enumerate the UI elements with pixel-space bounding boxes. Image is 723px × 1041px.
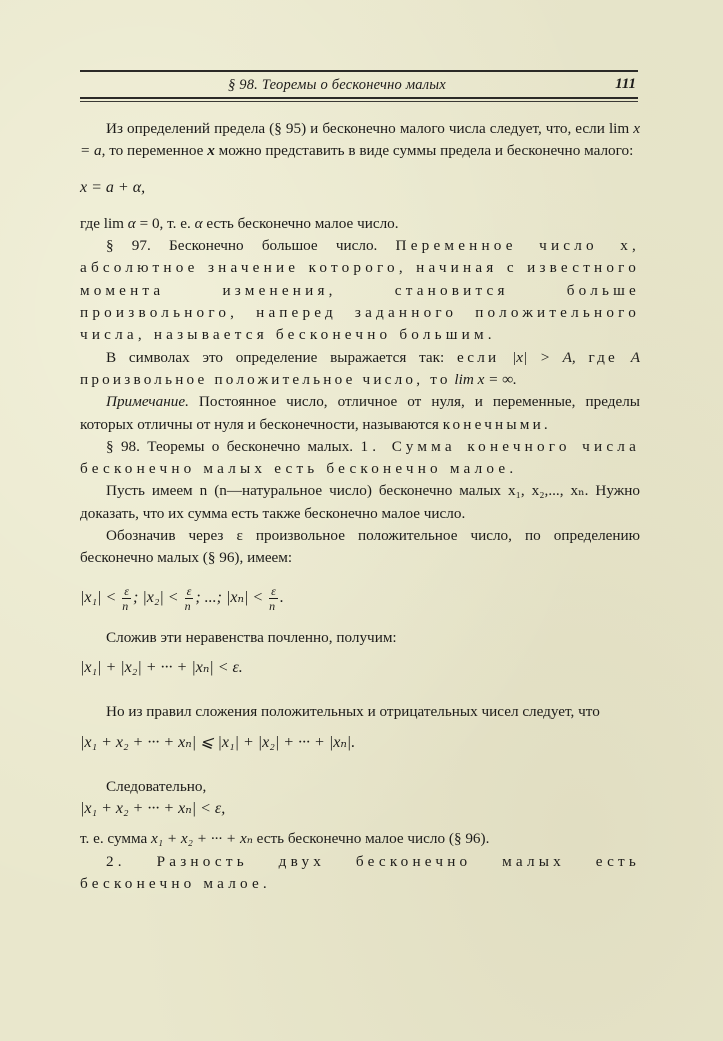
text: Из определений предела (§ 95) и бесконечно малого числа следует, что, если bbox=[106, 120, 609, 137]
text: есть бесконечно малое число (§ 96). bbox=[252, 830, 490, 848]
math-inline: x₁ + x₂ + ··· + xₙ bbox=[151, 830, 253, 848]
formula-sum-less-epsilon: |x₁ + x₂ + ··· + xₙ| < ε, bbox=[80, 800, 226, 818]
running-header bbox=[80, 70, 640, 104]
formula-x-equals-a-plus-alpha: x = a + α, bbox=[80, 178, 146, 196]
paragraph-adding: Сложив эти неравенства почленно, получим: bbox=[106, 628, 397, 646]
math-inline: |x| > A, bbox=[499, 348, 589, 366]
numerator: ε bbox=[271, 583, 276, 598]
page-body bbox=[80, 118, 640, 895]
text: , то переменное bbox=[101, 142, 208, 160]
section-97-heading: § 97. Бесконечно большое число. bbox=[106, 237, 378, 255]
math-inline: ; ...; |xₙ| < bbox=[195, 588, 268, 606]
paragraph-lim-alpha bbox=[80, 213, 640, 235]
text-spaced: где bbox=[588, 348, 618, 366]
math-inline: lim x = ∞. bbox=[450, 370, 517, 388]
math-variable: α bbox=[194, 214, 203, 232]
fraction bbox=[185, 584, 194, 613]
paragraph-limit-representation bbox=[80, 118, 640, 163]
text: Постоянное число, отличное от нуля, и переменные, пределы которых отличны от нуля и бесконечности, называются bbox=[80, 393, 640, 433]
numerator: ε bbox=[186, 583, 192, 598]
formula-triangle-inequality: |x₁ + x₂ + ··· + xₙ| ⩽ |x₁| + |x₂| + ··· + |xₙ|. bbox=[80, 733, 356, 751]
text: есть бесконечно малое число. bbox=[202, 214, 399, 232]
note-paragraph bbox=[80, 391, 640, 436]
theorem-1: 1. Сумма конечного числа бесконечно малых есть бесконечно малое. bbox=[80, 437, 641, 478]
denominator: n bbox=[269, 598, 276, 613]
math-inline: |x₁| < bbox=[80, 588, 121, 606]
paragraph-denote: Обозначив через ε произвольное положительное число, по определению бесконечно малых (§ 96), имеем: bbox=[80, 527, 640, 567]
paragraph-let: Пусть имеем n (n—натуральное число) бесконечно малых x₁, x₂,..., xₙ. Нужно доказать, что их сумма есть также бесконечно малое число. bbox=[80, 482, 640, 522]
theorem-2: 2. Разность двух бесконечно малых есть бесконечно малое. bbox=[80, 852, 640, 893]
section-98-heading: § 98. Теоремы о бесконечно малых. bbox=[106, 437, 354, 455]
section-98 bbox=[80, 436, 640, 481]
formula-inequalities bbox=[80, 584, 640, 613]
text: где lim bbox=[80, 214, 128, 232]
section-97-definition: Переменное число x, абсолютное значение которого, начиная с известного момента изменения, становится больше произвольного, наперед заданного положительного числа, называется бесконечно большим. bbox=[80, 237, 640, 344]
math-variable: α bbox=[127, 214, 136, 232]
header-bottom-rule bbox=[80, 97, 638, 102]
paragraph-hence: Следовательно, bbox=[106, 777, 207, 795]
paragraph-conclusion bbox=[80, 828, 640, 850]
paragraph-symbols bbox=[80, 347, 640, 392]
denominator: n bbox=[122, 598, 129, 613]
text: В символах это определение выражается так: bbox=[106, 348, 457, 366]
text: т. е. сумма bbox=[80, 830, 152, 848]
header-title: § 98. Теоремы о бесконечно малых bbox=[228, 77, 446, 93]
lim-operator: lim bbox=[608, 120, 634, 137]
section-97 bbox=[80, 235, 640, 346]
text: = 0, т. е. bbox=[135, 214, 195, 232]
math-inline: ; |x₂| < bbox=[133, 588, 183, 606]
formula-sum-abs: |x₁| + |x₂| + ··· + |xₙ| < ε. bbox=[80, 658, 243, 676]
text: можно представить в виде суммы предела и бесконечно малого: bbox=[214, 142, 634, 160]
text-spaced: если bbox=[456, 348, 500, 366]
header-top-rule bbox=[80, 70, 638, 72]
math-inline: x = a bbox=[80, 120, 640, 160]
page-number: 111 bbox=[615, 76, 636, 92]
math-variable: A bbox=[617, 348, 640, 366]
fraction bbox=[122, 584, 131, 613]
numerator: ε bbox=[124, 583, 129, 598]
math-variable: x bbox=[207, 142, 215, 160]
denominator: n bbox=[184, 598, 191, 613]
paragraph-rules: Но из правил сложения положительных и отрицательных чисел следует, что bbox=[106, 703, 600, 721]
math-inline: . bbox=[279, 588, 284, 606]
fraction bbox=[269, 584, 278, 613]
text-spaced: произвольное положительное число, то bbox=[80, 370, 451, 388]
note-label: Примечание. bbox=[106, 393, 189, 411]
text-spaced: конечными. bbox=[442, 415, 551, 433]
